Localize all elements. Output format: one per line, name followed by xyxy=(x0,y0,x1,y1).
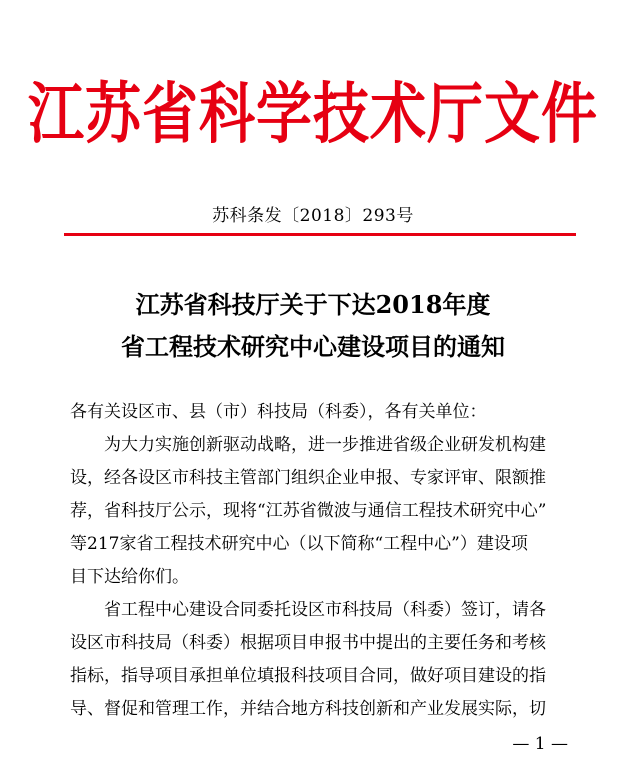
salutation: 各有关设区市、县（市）科技局（科委），各有关单位： xyxy=(70,402,487,422)
notice-title-line-1: 江苏省科技厅关于下达2018年度 xyxy=(135,290,491,319)
paragraph-2-line: 设区市科技局（科委）根据项目申报书中提出的主要任务和考核 xyxy=(70,633,546,653)
paragraph-2-line: 指标，指导项目承担单位填报科技项目合同，做好项目建设的指 xyxy=(70,666,546,686)
issuing-authority-title: 江苏省科学技术厅文件 xyxy=(28,76,598,153)
notice-title-line-2: 省工程技术研究中心建设项目的通知 xyxy=(121,332,505,361)
paragraph-1-line: 目下达给你们。 xyxy=(70,567,189,587)
red-divider-line xyxy=(64,233,576,236)
paragraph-1-line: 为大力实施创新驱动战略，进一步推进省级企业研发机构建 xyxy=(70,435,546,455)
paragraph-1-line: 等217家省工程技术研究中心（以下简称“工程中心”）建设项 xyxy=(70,534,528,554)
paragraph-2-line: 导、督促和管理工作，并结合地方科技创新和产业发展实际，切 xyxy=(70,699,546,719)
document-number: 苏科条发〔2018〕293号 xyxy=(212,206,414,226)
paragraph-1-line: 荐，省科技厅公示，现将“江苏省微波与通信工程技术研究中心” xyxy=(70,501,547,521)
paragraph-2-line: 省工程中心建设合同委托设区市科技局（科委）签订，请各 xyxy=(70,600,546,620)
page-number: — 1 — xyxy=(512,734,568,754)
paragraph-1-line: 设，经各设区市科技主管部门组织企业申报、专家评审、限额推 xyxy=(70,468,546,488)
